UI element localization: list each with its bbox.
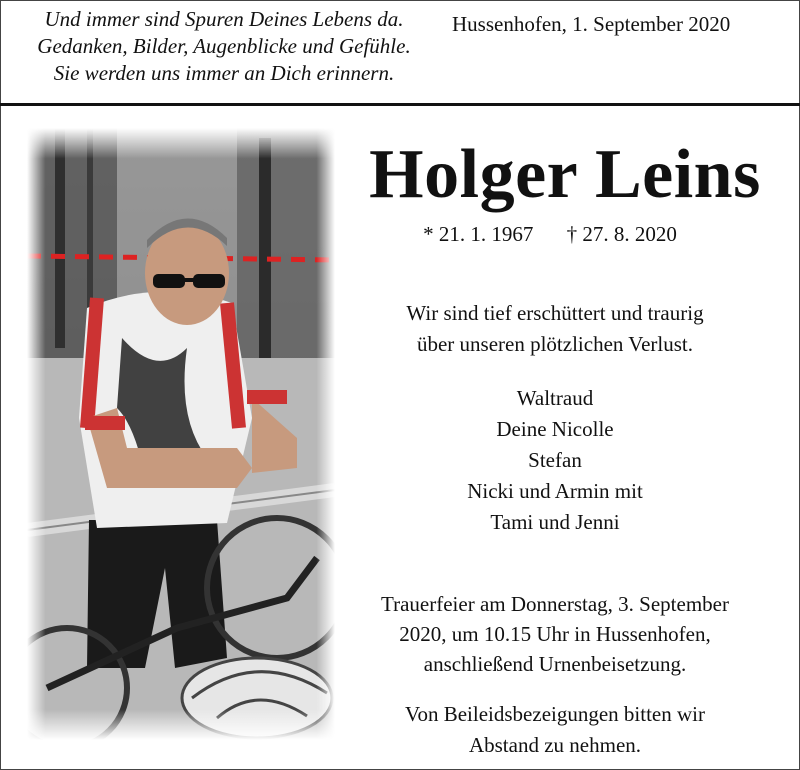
memorial-quote	[14, 6, 434, 87]
service-line: anschließend Urnenbeisetzung.	[423, 652, 687, 676]
birth-date: * 21. 1. 1967	[423, 222, 534, 246]
place-and-date: Hussenhofen, 1. September 2020	[452, 12, 731, 36]
quote-line: Und immer sind Spuren Deines Lebens da.	[44, 7, 404, 31]
condolence-note	[345, 699, 765, 761]
family-member: Waltraud	[516, 386, 594, 410]
quote-line: Gedanken, Bilder, Augenblicke und Gefühle.	[37, 34, 411, 58]
grief-message	[345, 298, 765, 360]
family-member: Nicki und Armin mit	[467, 479, 643, 503]
quote-line: Sie werden uns immer an Dich erinnern.	[53, 61, 395, 85]
life-dates	[345, 222, 755, 247]
condolence-line: Abstand zu nehmen.	[468, 733, 642, 757]
service-line: Trauerfeier am Donnerstag, 3. September	[381, 592, 729, 616]
funeral-service-info	[345, 589, 765, 679]
condolence-line: Von Beileidsbezeigungen bitten wir	[405, 702, 705, 726]
death-date: † 27. 8. 2020	[566, 222, 677, 246]
family-member: Tami und Jenni	[490, 510, 620, 534]
header-divider	[0, 103, 800, 106]
message-line: Wir sind tief erschüttert und traurig	[406, 301, 704, 325]
family-member: Stefan	[528, 448, 582, 472]
portrait-photo	[27, 128, 335, 740]
family-member: Deine Nicolle	[496, 417, 614, 441]
message-line: über unseren plötzlichen Verlust.	[416, 332, 694, 356]
service-line: 2020, um 10.15 Uhr in Hussenhofen,	[399, 622, 711, 646]
deceased-name: Holger Leins	[369, 136, 761, 213]
family-list	[345, 383, 765, 538]
